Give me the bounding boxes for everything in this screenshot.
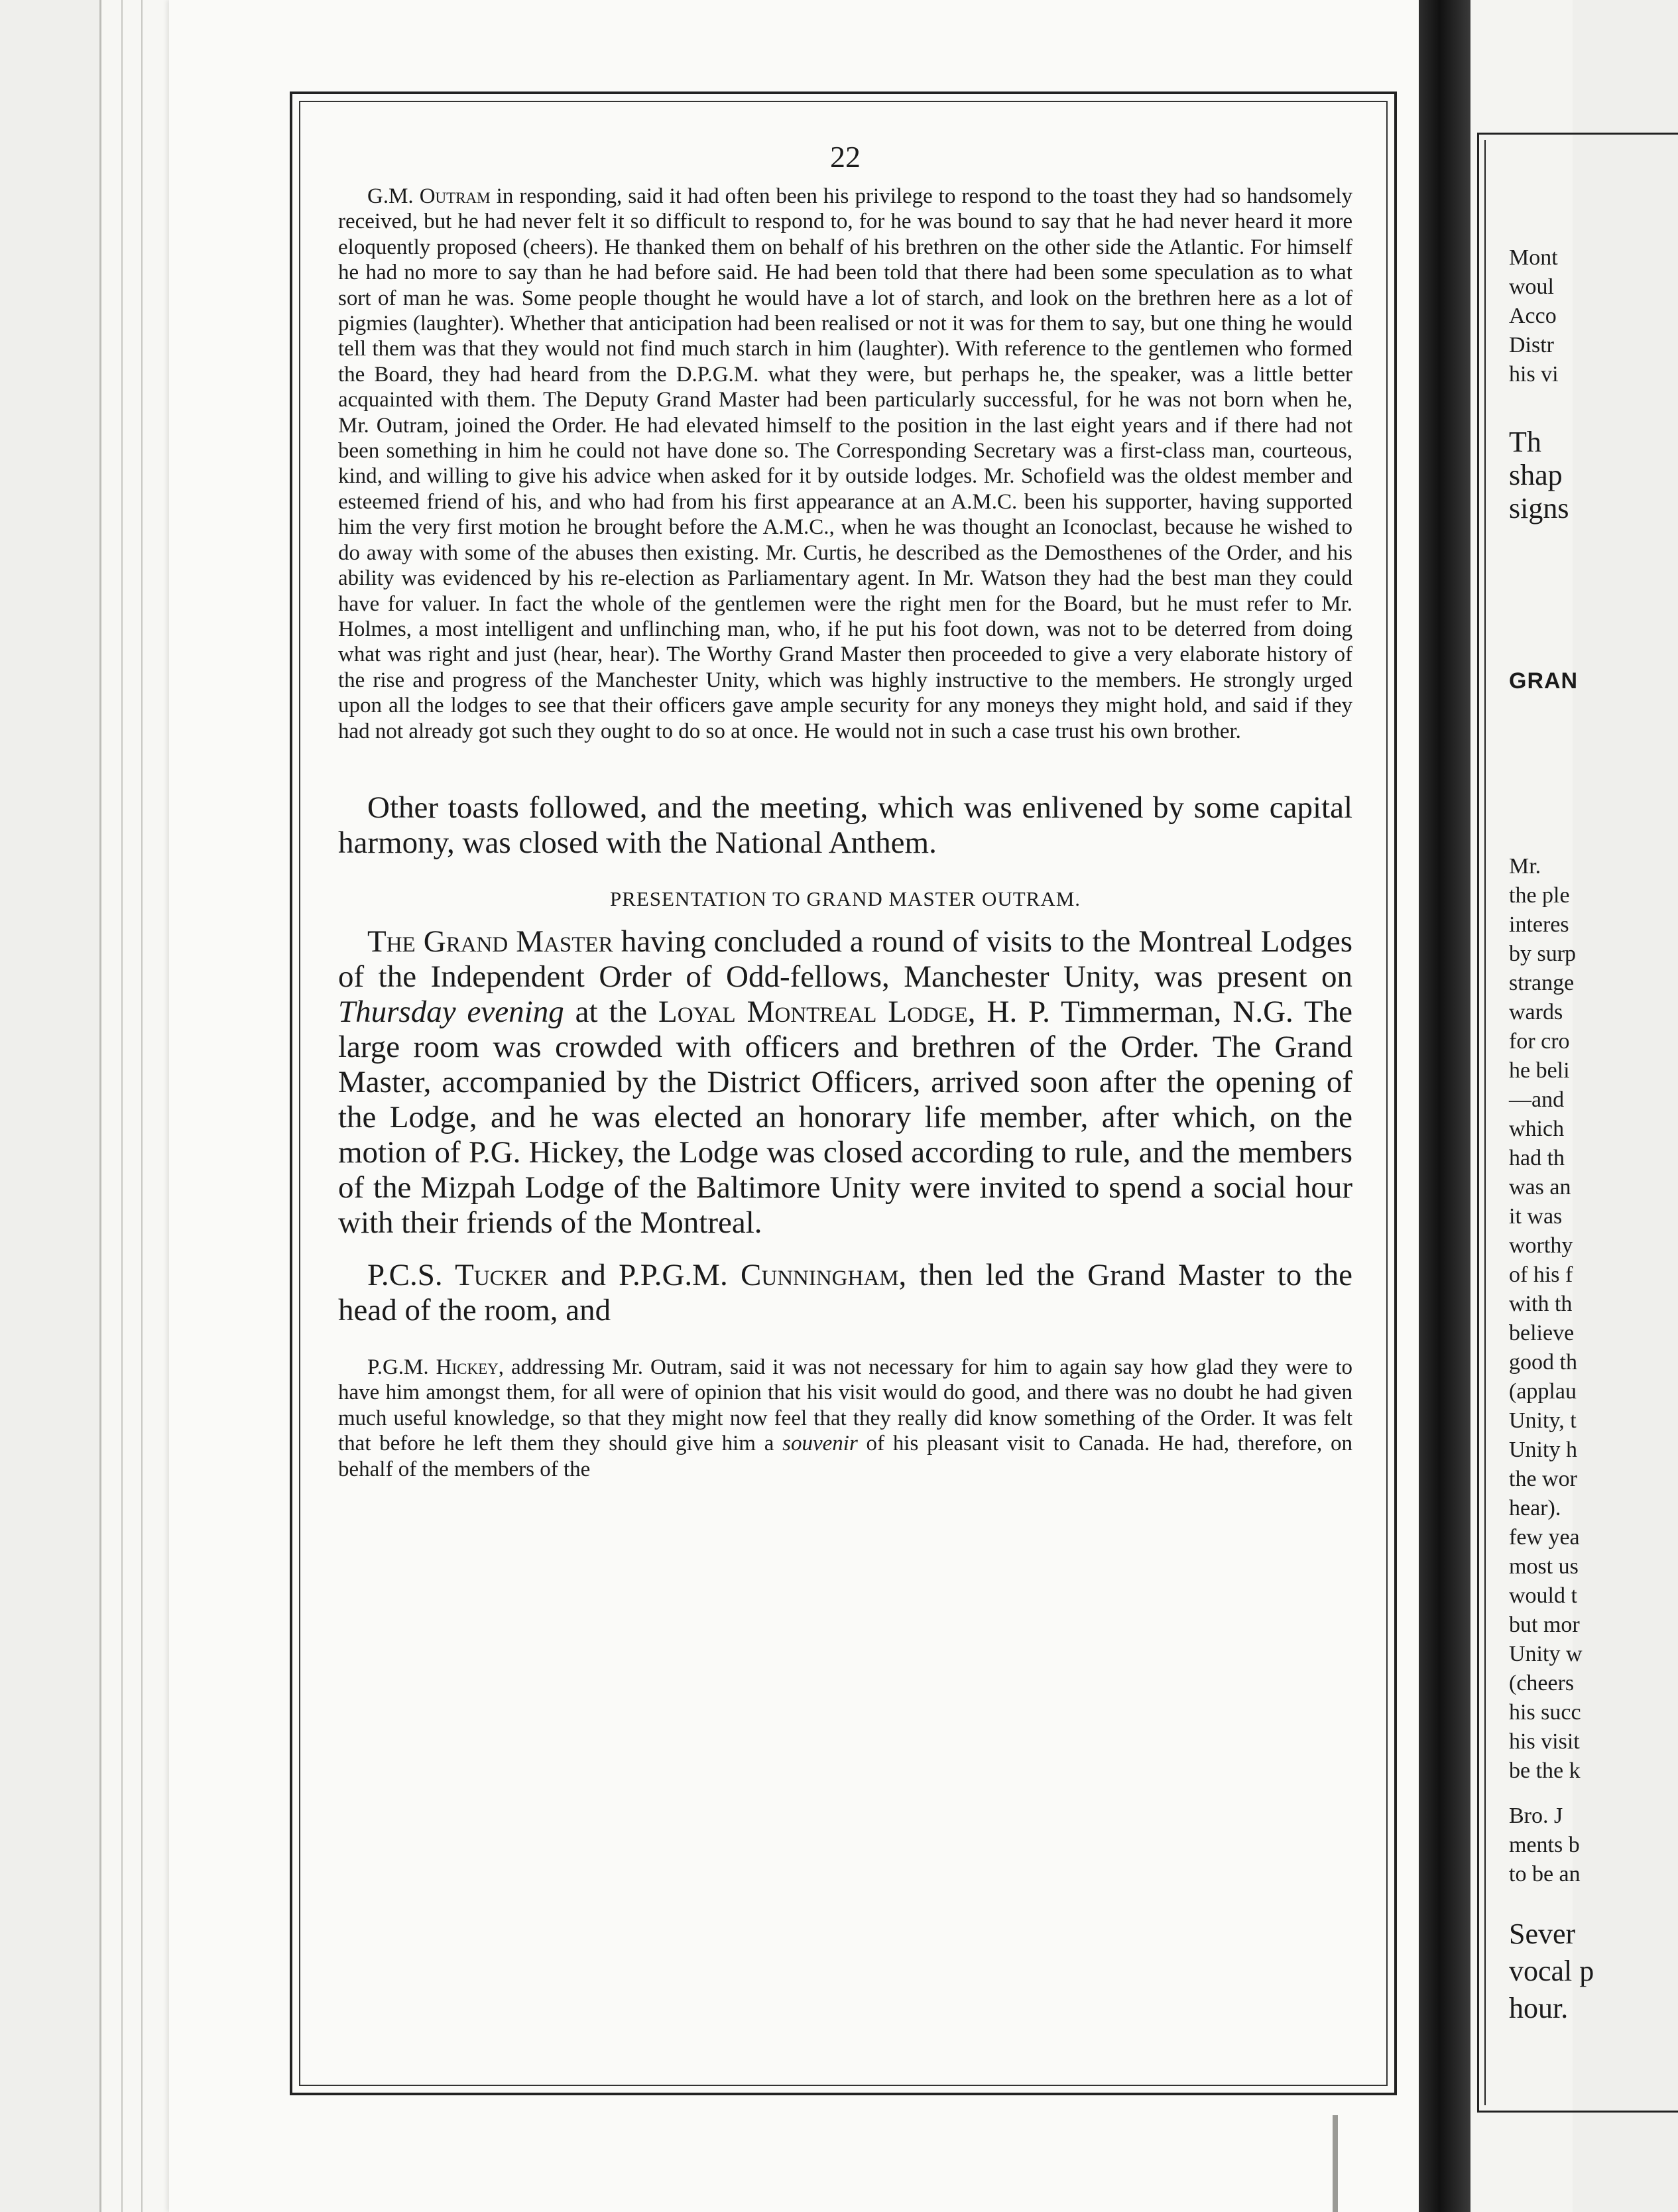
facing-page-frame: [1477, 133, 1678, 2113]
facing-page-line: Unity w: [1509, 1642, 1583, 1666]
facing-page-line: which: [1509, 1117, 1565, 1141]
facing-page-line: Acco: [1509, 304, 1557, 328]
section-heading: PRESENTATION TO GRAND MASTER OUTRAM.: [609, 887, 1081, 910]
facing-page-line: (applau: [1509, 1379, 1577, 1404]
facing-page-line: for cro: [1509, 1029, 1570, 1054]
facing-page-line: of his f: [1509, 1262, 1573, 1287]
paragraph-tucker: P.C.S. Tucker and P.P.G.M. Cunningham, then led the Grand Master to the head of the room, and: [338, 1257, 1353, 1327]
paragraph-outram-response: [338, 184, 1352, 744]
facing-page-line: would t: [1509, 1583, 1577, 1608]
facing-page-line: be the k: [1509, 1758, 1581, 1783]
page-number: 22: [830, 140, 861, 174]
facing-page-line: by surp: [1509, 942, 1577, 966]
paragraph-presentation: The Grand Master having concluded a round of visits to the Montreal Lodges of the Independent Order of Odd-fellows, Manchester Unity, was present on Thursday evening at the Loyal Montreal Lodge, H. P. Timmerman, N.G. The large room was crowded with officers and brethren of the Order. The Grand Master, accompanied by the District Officers, arrived soon after the opening of the Lodge, and he was elected an honorary life member, after which, on the motion of P.G. Hickey, the Lodge was closed according to rule, and the members of the Mizpah Lodge of the Baltimore Unity were invited to spend a social hour with their friends of the Montreal.: [338, 924, 1352, 1240]
facing-page-line: (cheers: [1509, 1671, 1575, 1695]
facing-page-line: with th: [1509, 1292, 1573, 1316]
facing-page-line: Unity h: [1509, 1438, 1577, 1462]
facing-page-line: his succ: [1509, 1700, 1581, 1725]
facing-page-line: Unity, t: [1509, 1408, 1577, 1433]
facing-page-line: interes: [1509, 912, 1569, 937]
facing-page-line: Mr.: [1509, 854, 1541, 879]
facing-page-line: his visit: [1509, 1729, 1580, 1754]
facing-page-line: Th: [1509, 426, 1541, 458]
facing-page-line: ments b: [1509, 1833, 1580, 1857]
facing-page-line: woul: [1509, 275, 1554, 299]
facing-page-line: hear).: [1509, 1496, 1561, 1520]
page-edge-shadow: [1333, 2115, 1338, 2212]
facing-page: [1470, 0, 1594, 2212]
facing-page-line: Distr: [1509, 333, 1554, 357]
facing-page-line: was an: [1509, 1175, 1571, 1199]
facing-page-line: he beli: [1509, 1058, 1570, 1083]
page-content: [338, 139, 1352, 1482]
facing-page-line: wards: [1509, 1000, 1563, 1024]
facing-page-line: but mor: [1509, 1613, 1580, 1637]
paragraph-other-toasts: Other toasts followed, and the meeting, which was enlivened by some capital harmony, was closed with the National Anthem.: [338, 790, 1352, 860]
speaker-name: G.M. Outram: [367, 184, 491, 208]
facing-page-line: his vi: [1509, 362, 1559, 387]
facing-page-line: vocal p: [1509, 1955, 1594, 1987]
facing-page-line: Sever: [1509, 1918, 1576, 1950]
facing-page-line: most us: [1509, 1554, 1579, 1579]
facing-page-line: hour.: [1509, 1992, 1569, 2024]
facing-page-line: the wor: [1509, 1467, 1577, 1491]
facing-page-line: to be an: [1509, 1862, 1581, 1886]
facing-page-line: Mont: [1509, 245, 1558, 270]
facing-page-line: shap: [1509, 459, 1563, 491]
facing-page-line: good th: [1509, 1350, 1577, 1375]
facing-page-line: worthy: [1509, 1233, 1573, 1258]
facing-page-line: GRAN: [1509, 668, 1579, 694]
paragraph-hickey: P.G.M. Hickey, addressing Mr. Outram, said it was not necessary for him to again say how glad they were to have him amongst them, for all were of opinion that his visit would do good, and there was no doubt he had given much useful knowledge, so that they might now feel that they really did know something of the Order. It was felt that before he left them they should give him a souvenir of his pleasant visit to Canada. He had, therefore, on behalf of the members of the: [338, 1355, 1352, 1481]
facing-page-line: believe: [1509, 1321, 1575, 1345]
facing-page-line: signs: [1509, 492, 1569, 524]
book-gutter: [1419, 0, 1470, 2212]
facing-page-line: few yea: [1509, 1525, 1580, 1550]
facing-page-line: Bro. J: [1509, 1804, 1563, 1828]
facing-page-line: —and: [1509, 1087, 1565, 1112]
paragraph-text: in responding, said it had often been his privilege to respond to the toast they had so handsomely received, but he had never felt it so difficult to respond to, for he was bound to say that he had never heard it more eloquently proposed (cheers). He thanked them on behalf of his brethren on the other side the Atlantic. For himself he had no more to say than he had before said. He had been told that there had been some speculation as to what sort of man he was. Some people thought he would have a lot of starch, and look on the brethren here as a lot of pigmies (laughter). Whether that anticipation had been realised or not it was for them to say, but one thing he would tell them was that they would not find much starch in him (laughter). With reference to the gentlemen who formed the Board, they had heard from the D.P.G.M. what they were, but perhaps he, the speaker, was a little better acquainted with them. The Deputy Grand Master had been particularly successful, for he was not born when he, Mr. Outram, joined the Order. He had elevated himself to the position in the last eight years and if there had not been something in him he could not have done so. The Corresponding Secretary was a first-class man, courteous, kind, and willing to give his advice when asked for it by outside lodges. Mr. Schofield was the oldest member and esteemed friend of his, and who had from his first appearance at an A.M.C. been his supporter, having supported him the very first motion he brought before the A.M.C., when he was thought an Iconoclast, because he wished to do away with some of the abuses then existing. Mr. Curtis, he described as the Demosthenes of the Order, and his ability was evidenced by his re-election as Parliamentary agent. In Mr. Watson they had the best man they could have for valuer. In fact the whole of the gentlemen were the right men for the Board, but he must refer to Mr. Holmes, a most intelligent and unflinching man, who, if he put his foot down, was not to be deterred from doing what was right and just (hear, hear). The Worthy Grand Master then proceeded to give a very elaborate history of the rise and progress of the Manchester Unity, which was highly instructive to the members. He strongly urged upon all the lodges to see that their officers gave ample security for any moneys they might hold, and said if they had not already got such they ought to do so at once. He would not in such a case trust his own brother.: [338, 184, 1352, 743]
facing-page-line: the ple: [1509, 883, 1570, 908]
facing-page-line: strange: [1509, 971, 1575, 995]
facing-page-line: it was: [1509, 1204, 1563, 1229]
facing-page-line: had th: [1509, 1146, 1565, 1170]
